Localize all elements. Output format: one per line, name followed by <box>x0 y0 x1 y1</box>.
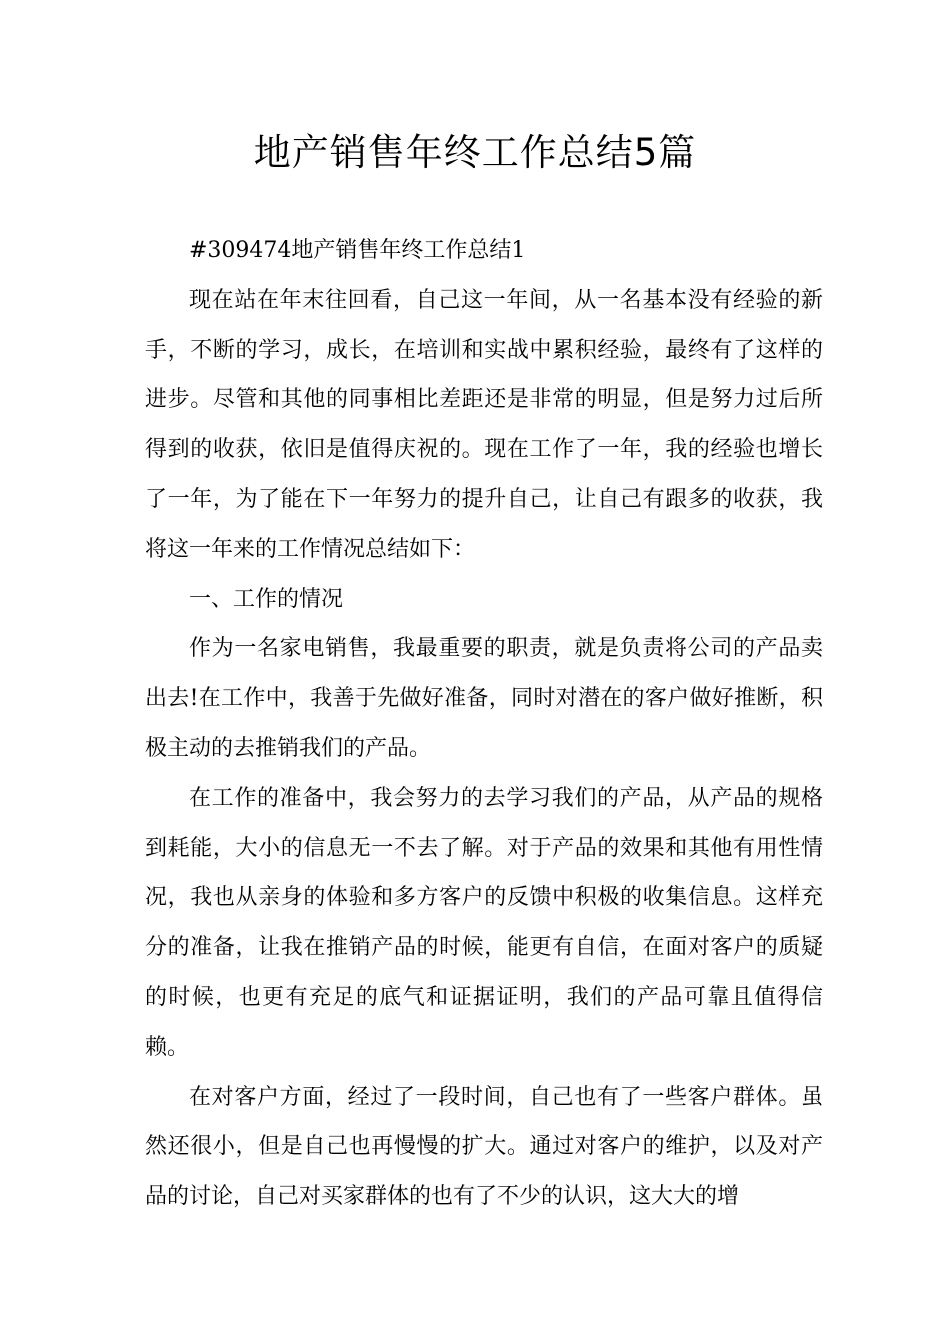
document-title: 地产销售年终工作总结5篇 <box>253 131 697 174</box>
paragraph-preparation: 在工作的准备中，我会努力的去学习我们的产品，从产品的规格到耗能，大小的信息无一不去了解。对于产品的效果和其他有用性情况，我也从亲身的体验和多方客户的反馈中积极的收集信息。这样充分的准备，让我在推销产品的时候，能更有自信，在面对客户的质疑的时候，也更有充足的底气和证据证明，我们的产品可靠且值得信赖。 <box>145 785 823 1060</box>
paragraph-intro: 现在站在年末往回看，自己这一年间，从一名基本没有经验的新手，不断的学习，成长，在培训和实战中累积经验，最终有了这样的进步。尽管和其他的同事相比差距还是非常的明显，但是努力过后所得到的收获，依旧是值得庆祝的。现在工作了一年，我的经验也增长了一年，为了能在下一年努力的提升自己，让自己有跟多的收获，我将这一年来的工作情况总结如下： <box>145 287 823 562</box>
paragraph-duties: 作为一名家电销售，我最重要的职责，就是负责将公司的产品卖出去!在工作中，我善于先做好准备，同时对潜在的客户做好推断，积极主动的去推销我们的产品。 <box>145 636 823 761</box>
paragraph-customers: 在对客户方面，经过了一段时间，自己也有了一些客户群体。虽然还很小，但是自己也再慢慢的扩大。通过对客户的维护，以及对产品的讨论，自己对买家群体的也有了不少的认识，这大大的增 <box>145 1084 823 1210</box>
section-title: #309474地产销售年终工作总结1 <box>189 238 526 263</box>
document-body <box>145 226 823 1222</box>
subheading-work-situation: 一、工作的情况 <box>189 586 344 612</box>
